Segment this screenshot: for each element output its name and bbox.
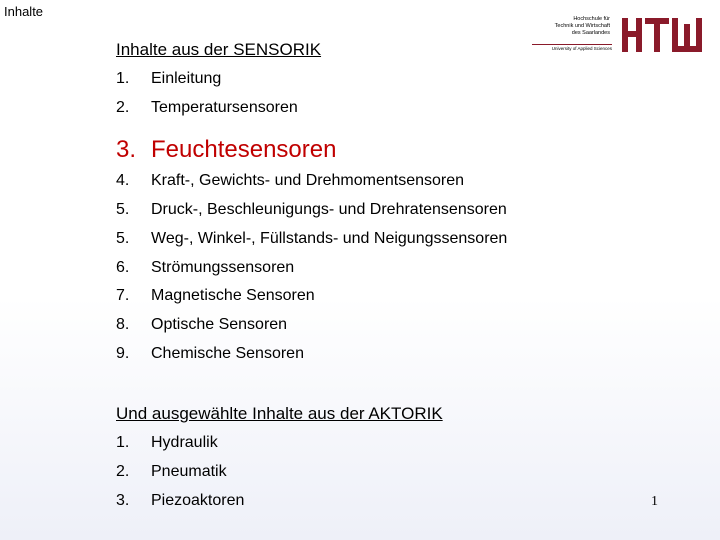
- list-item: 5. Weg-, Winkel-, Füllstands- und Neigungssensoren: [116, 230, 508, 247]
- list-item: 8. Optische Sensoren: [116, 316, 288, 333]
- list-item: 2. Pneumatik: [116, 463, 227, 480]
- logo-rule: [532, 44, 612, 45]
- list-item: 9. Chemische Sensoren: [116, 345, 304, 362]
- list-item: 1. Einleitung: [116, 70, 222, 87]
- logo-institution-text: Hochschule für Technik und Wirtschaft des Saarlandes: [554, 16, 610, 36]
- aktorik-heading: Und ausgewählte Inhalte aus der AKTORIK: [116, 404, 443, 423]
- htw-logo: [532, 14, 710, 54]
- list-item: 7. Magnetische Sensoren: [116, 287, 315, 304]
- htw-mark-icon: [622, 18, 704, 52]
- logo-subtitle: University of Applied Sciences: [551, 46, 612, 51]
- list-item: 6. Strömungssensoren: [116, 259, 295, 276]
- list-item: 5. Druck-, Beschleunigungs- und Drehratensensoren: [116, 201, 507, 218]
- slide-corner-title: Inhalte: [4, 4, 44, 19]
- list-item-highlighted: 3. Feuchtesensoren: [116, 136, 337, 163]
- list-item: 1. Hydraulik: [116, 434, 218, 451]
- list-item: 3. Piezoaktoren: [116, 492, 245, 509]
- list-item: 2. Temperatursensoren: [116, 99, 298, 116]
- list-item: 4. Kraft-, Gewichts- und Drehmomentsensoren: [116, 172, 465, 189]
- sensorik-heading: Inhalte aus der SENSORIK: [116, 40, 322, 59]
- page-number: 1: [651, 494, 658, 509]
